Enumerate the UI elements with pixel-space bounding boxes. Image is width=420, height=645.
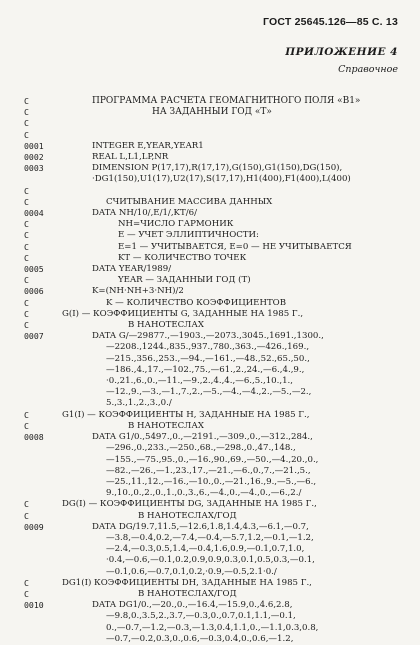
- line-label: [24, 466, 62, 477]
- line-text: DG(I) — КОЭФФИЦИЕНТЫ DG, ЗАДАННЫЕ НА 1985 Г.,: [62, 499, 317, 510]
- code-line: [24, 623, 406, 634]
- code-line: [24, 398, 406, 409]
- code-line: [24, 499, 406, 510]
- line-label: 0008: [24, 432, 44, 443]
- line-text: [62, 118, 406, 129]
- line-label: C: [24, 577, 29, 588]
- line-label: 0004: [24, 208, 44, 219]
- code-line: [24, 488, 406, 499]
- line-text: —296.,0.,233.,—250.,68.,—298.,0.,47.,148.,: [106, 443, 296, 454]
- line-label: C: [24, 308, 29, 319]
- line-text: E=1 — УЧИТЫВАЕТСЯ, E=0 — НЕ УЧИТЫВАЕТСЯ: [118, 241, 352, 252]
- code-line: [24, 533, 406, 544]
- code-line: [24, 253, 406, 264]
- line-text: —9.8,0.,3.5,2.,3.7,—0.3,0.,0.7,0.1,1.1,—0.1,: [106, 611, 296, 622]
- line-label: C: [24, 129, 29, 140]
- line-text: K=(NH·NH+3·NH)/2: [92, 286, 184, 297]
- code-line: [24, 365, 406, 376]
- line-label: C: [24, 118, 29, 129]
- line-label: C: [24, 588, 29, 599]
- line-text: DATA DG1/0.,—20.,0.,—16.4,—15.9,0.,4.6,2.8,: [92, 600, 293, 611]
- code-line: [24, 275, 406, 286]
- line-text: —0.1,0.6,—0.7,0.1,0.2,·0.9,—0.5,2.1·0./: [106, 566, 277, 577]
- line-label: C: [24, 420, 29, 431]
- line-label: [24, 634, 62, 645]
- code-line: [24, 141, 406, 152]
- line-label: [24, 555, 62, 566]
- line-text: —2.4,—0.3,0.5,1.4,—0.4,1.6,0.9,—0.1,0.7,1.0,: [106, 544, 305, 555]
- line-label: [24, 398, 62, 409]
- code-line: [24, 242, 406, 253]
- code-line: [24, 96, 406, 107]
- code-line: [24, 118, 406, 129]
- line-text: —186.,4.,17.,—102.,75.,—61.,2.,24.,—6.,4.,9.,: [106, 364, 305, 375]
- line-label: C: [24, 230, 29, 241]
- line-label: 0001: [24, 140, 44, 151]
- line-label: C: [24, 96, 29, 106]
- code-line: [24, 432, 406, 443]
- code-line: [24, 174, 406, 185]
- line-label: [24, 455, 62, 466]
- line-text: KT — КОЛИЧЕСТВО ТОЧЕК: [118, 252, 247, 263]
- line-text: G(I) — КОЭФФИЦИЕНТЫ G, ЗАДАННЫЕ НА 1985 Г.,: [62, 308, 304, 319]
- line-label: [24, 488, 62, 499]
- line-text: —215.,356.,253.,—94.,—161.,—48.,52.,65.,50.,: [106, 353, 310, 364]
- line-text: [62, 130, 406, 141]
- line-text: DATA G/—29877.,—1903.,—2073.,3045.,1691.,1300.,: [92, 331, 324, 342]
- code-line: [24, 331, 406, 342]
- code-line: [24, 107, 406, 118]
- code-line: [24, 589, 406, 600]
- line-text: E — УЧЕТ ЭЛЛИПТИЧНОСТИ:: [118, 230, 259, 241]
- line-label: [24, 533, 62, 544]
- line-text: НА ЗАДАННЫЙ ГОД «T»: [152, 107, 272, 118]
- line-label: C: [24, 252, 29, 263]
- line-text: REAL L,L1,LP,NR: [92, 152, 169, 163]
- line-text: —12.,9.,—3.,—1.,7.,2.,—5.,—4.,—4.,2.,—5.,—2.,: [106, 387, 312, 398]
- appendix-label: [285, 46, 398, 75]
- code-line: [24, 286, 406, 297]
- line-label: [24, 354, 62, 365]
- code-line: [24, 130, 406, 141]
- code-line: [24, 544, 406, 555]
- line-label: C: [24, 107, 29, 118]
- code-line: [24, 354, 406, 365]
- line-text: В НАНОТЕСЛАХ: [128, 420, 204, 431]
- line-text: DIMENSION P(17,17),R(17,17),G(150),G1(150),DG(150),: [92, 163, 343, 174]
- appendix-subtitle: Справочное: [338, 64, 398, 75]
- code-line: [24, 567, 406, 578]
- line-text: DATA G1/0.,5497.,0.,—2191.,—309.,0.,—312.,284.,: [92, 432, 313, 443]
- code-line: [24, 578, 406, 589]
- line-text: В НАНОТЕСЛАХ/ГОД: [138, 588, 237, 599]
- line-label: 0002: [24, 152, 44, 163]
- line-text: ПРОГРАММА РАСЧЕТА ГЕОМАГНИТНОГО ПОЛЯ «B1»: [92, 96, 361, 106]
- line-text: —2208.,1244.,835.,937.,780.,363.,—426.,169.,: [106, 342, 310, 353]
- line-text: K — КОЛИЧЕСТВО КОЭФФИЦИЕНТОВ: [106, 297, 287, 308]
- line-label: C: [24, 275, 29, 286]
- code-line: [24, 264, 406, 275]
- line-text: ·0.4,—0.6,—0.1,0.2,0.9,0.9,0.3,0.1,0.5,0.3,—0.1,: [106, 555, 315, 566]
- line-text: ·DG1(150),U1(17),U2(17),S(17,17),H1(400),F1(400),L(400): [92, 174, 351, 185]
- line-text: NH=ЧИСЛО ГАРМОНИК: [118, 219, 234, 230]
- code-line: [24, 152, 406, 163]
- code-line: [24, 298, 406, 309]
- line-text: 9.,10.,0.,2.,0.,1.,0.,3.,6.,—4.,0.,—4.,0.,—6.,2./: [106, 488, 302, 499]
- line-text: YEAR — ЗАДАННЫЙ ГОД (T): [118, 275, 251, 286]
- line-label: 0003: [24, 163, 44, 174]
- line-text: —155.,—75.,95.,0.,—16.,90.,69.,—50.,—4.,20.,0.,: [106, 454, 319, 465]
- code-line: [24, 634, 406, 645]
- line-label: C: [24, 241, 29, 252]
- code-line: [24, 230, 406, 241]
- code-line: [24, 163, 406, 174]
- line-text: DATA DG/19.7,11.5,—12.6,1.8,1.4,4.3,—6.1,—0.7,: [92, 521, 309, 532]
- line-label: 0009: [24, 521, 44, 532]
- code-line: [24, 342, 406, 353]
- line-label: 0006: [24, 286, 44, 297]
- line-text: —82.,—26.,—1.,23.,17.,—21.,—6.,0.,7.,—21.,5.,: [106, 465, 311, 476]
- line-text: DG1(I) КОЭФФИЦИЕНТЫ DH, ЗАДАННЫЕ НА 1985 Г.,: [62, 577, 312, 588]
- line-label: [24, 477, 62, 488]
- line-label: C: [24, 320, 29, 331]
- line-label: C: [24, 499, 29, 510]
- line-text: СЧИТЫВАНИЕ МАССИВА ДАННЫХ: [106, 196, 273, 207]
- code-line: [24, 410, 406, 421]
- code-line: [24, 522, 406, 533]
- line-label: 0010: [24, 600, 44, 611]
- code-line: [24, 421, 406, 432]
- line-label: [24, 376, 62, 387]
- line-label: [24, 544, 62, 555]
- code-line: [24, 387, 406, 398]
- appendix-title: ПРИЛОЖЕНИЕ 4: [285, 46, 398, 58]
- code-line: [24, 186, 406, 197]
- code-line: [24, 320, 406, 331]
- line-label: C: [24, 185, 29, 196]
- code-line: [24, 600, 406, 611]
- line-text: 0.,—0.7,—1.2,—0.3,—1.3,0.4,1.1,0.,—1.1,0.3,0.8,: [106, 622, 319, 633]
- line-label: C: [24, 297, 29, 308]
- line-text: [62, 186, 406, 197]
- code-line: [24, 611, 406, 622]
- code-line: [24, 208, 406, 219]
- line-text: —0.7,—0.2,0.3,0.,0.6,—0.3,0.4,0.,0.6,—1.2,: [106, 633, 294, 644]
- line-text: В НАНОТЕСЛАХ: [128, 320, 204, 331]
- line-text: 5.,3.,1.,2.,3.,0./: [106, 398, 172, 409]
- code-line: [24, 466, 406, 477]
- line-label: C: [24, 510, 29, 521]
- code-line: [24, 376, 406, 387]
- line-label: [24, 174, 62, 185]
- code-line: [24, 309, 406, 320]
- line-label: [24, 342, 62, 353]
- line-text: INTEGER E,YEAR,YEAR1: [92, 140, 204, 151]
- line-label: [24, 443, 62, 454]
- line-text: —25.,11.,12.,—16.,—10.,0.,—21.,16.,9.,—5.,—6.,: [106, 476, 317, 487]
- line-label: 0007: [24, 331, 44, 342]
- line-text: DATA NH/10/,E/1/,KT/6/: [92, 208, 197, 219]
- line-text: G1(I) — КОЭФФИЦИЕНТЫ H, ЗАДАННЫЕ НА 1985 Г.,: [62, 409, 310, 420]
- line-text: —3.8,—0.4,0.2,—7.4,—0.4,—5.7,1.2,—0.1,—1.2,: [106, 532, 314, 543]
- line-label: [24, 623, 62, 634]
- code-listing: [24, 96, 406, 645]
- line-label: 0005: [24, 264, 44, 275]
- line-label: [24, 611, 62, 622]
- code-line: [24, 555, 406, 566]
- line-text: В НАНОТЕСЛАХ/ГОД: [138, 510, 237, 521]
- page-header: ГОСТ 25645.126—85 С. 13: [262, 16, 398, 28]
- line-label: [24, 387, 62, 398]
- line-label: C: [24, 409, 29, 420]
- line-text: ·0.,21.,6.,0.,—11.,—9.,2.,4.,4.,—6.,5.,10.,1.,: [106, 376, 294, 387]
- code-line: [24, 443, 406, 454]
- code-line: [24, 477, 406, 488]
- line-label: C: [24, 196, 29, 207]
- code-line: [24, 455, 406, 466]
- line-text: DATA YEAR/1989/: [92, 264, 172, 275]
- line-label: C: [24, 219, 29, 230]
- code-line: [24, 197, 406, 208]
- line-label: [24, 567, 62, 578]
- code-line: [24, 511, 406, 522]
- code-line: [24, 219, 406, 230]
- line-label: [24, 365, 62, 376]
